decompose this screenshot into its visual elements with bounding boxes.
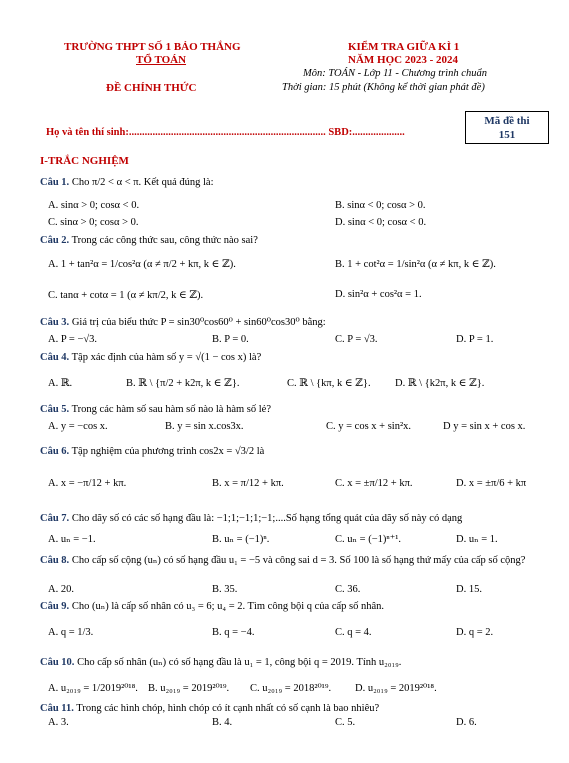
time-line: Thời gian: 15 phút (Không kể thời gian phát đề) <box>282 82 485 93</box>
question-7 <box>40 513 462 524</box>
question-3 <box>40 316 326 328</box>
question-label: Câu 3. <box>40 317 70 328</box>
q11-option-d[interactable]: D. 6. <box>456 717 477 728</box>
q2-option-b[interactable]: B. 1 + cot²α = 1/sin²α (α ≠ kπ, k ∈ ℤ). <box>335 259 496 270</box>
q1-option-a[interactable]: A. sinα > 0; cosα < 0. <box>48 200 140 211</box>
question-stem: Cho cấp số cộng (uₙ) có số hạng đầu u₁ = −5 và công sai d = 3. Số 100 là số hạng thứ mấy của cấp số cộng? <box>71 555 526 566</box>
question-5 <box>40 404 271 415</box>
department-name: TỔ TOÁN <box>136 54 187 66</box>
question-2 <box>40 235 258 246</box>
q3-option-b[interactable]: B. P = 0. <box>212 334 249 345</box>
q7-option-c[interactable]: C. uₙ = (−1)ⁿ⁺¹. <box>335 534 402 545</box>
exam-code-label: Mã đề thi <box>484 115 530 127</box>
question-8 <box>40 553 540 569</box>
question-stem: Trong các công thức sau, công thức nào sai? <box>71 235 258 246</box>
q3-option-c[interactable]: C. P = √3. <box>335 334 378 345</box>
q8-option-a[interactable]: A. 20. <box>48 584 74 595</box>
question-label: Câu 9. <box>40 601 70 612</box>
question-stem: Tập nghiệm của phương trình cos2x = √3/2 là <box>71 446 265 457</box>
school-year: NĂM HỌC 2023 - 2024 <box>348 54 458 66</box>
q8-option-d[interactable]: D. 15. <box>456 584 482 595</box>
q9-option-d[interactable]: D. q = 2. <box>456 627 494 638</box>
q2-option-c[interactable]: C. tanα + cotα = 1 (α ≠ kπ/2, k ∈ ℤ). <box>48 290 204 301</box>
exam-code-value: 151 <box>498 129 516 141</box>
q10-option-a[interactable]: A. u₂₀₁₉ = 1/2019²⁰¹⁸. <box>48 683 138 694</box>
q6-option-b[interactable]: B. x = π/12 + kπ. <box>212 478 284 489</box>
question-label: Câu 8. <box>40 555 70 566</box>
q4-option-c[interactable]: C. ℝ \ {kπ, k ∈ ℤ}. <box>287 378 371 389</box>
q7-option-d[interactable]: D. uₙ = 1. <box>456 534 498 545</box>
subject-line: Môn: TOÁN - Lớp 11 - Chương trình chuẩn <box>303 68 487 79</box>
question-label: Câu 6. <box>40 446 70 457</box>
q8-option-c[interactable]: C. 36. <box>335 584 361 595</box>
q5-option-c[interactable]: C. y = cos x + sin²x. <box>326 421 411 432</box>
q4-option-d[interactable]: D. ℝ \ {k2π, k ∈ ℤ}. <box>395 378 485 389</box>
q3-option-a[interactable]: A. P = −√3. <box>48 334 98 345</box>
question-stem: Cho (uₙ) là cấp số nhân có u₃ = 6; u₄ = 2. Tìm công bội q của cấp số nhân. <box>71 601 385 612</box>
q7-option-b[interactable]: B. uₙ = (−1)ⁿ. <box>212 534 270 545</box>
q6-option-d[interactable]: D. x = ±π/6 + kπ <box>456 478 527 489</box>
q11-option-c[interactable]: C. 5. <box>335 717 356 728</box>
q2-option-d[interactable]: D. sin²α + cos²α = 1. <box>335 289 422 300</box>
question-stem: Cho cấp số nhân (uₙ) có số hạng đầu là u₁ = 1, công bội q = 2019. Tính u₂₀₁₉. <box>77 657 402 668</box>
q8-option-b[interactable]: B. 35. <box>212 584 238 595</box>
q3-option-d[interactable]: D. P = 1. <box>456 334 494 345</box>
official-label: ĐỀ CHÍNH THỨC <box>106 82 197 94</box>
question-11 <box>40 703 379 714</box>
q1-option-c[interactable]: C. sinα > 0; cosα > 0. <box>48 217 139 228</box>
q2-option-a[interactable]: A. 1 + tan²α = 1/cos²α (α ≠ π/2 + kπ, k ∈ ℤ). <box>48 259 236 270</box>
q11-option-a[interactable]: A. 3. <box>48 717 69 728</box>
q9-option-c[interactable]: C. q = 4. <box>335 627 372 638</box>
q5-option-d[interactable]: D y = sin x + cos x. <box>443 421 526 432</box>
question-stem: Trong các hàm số sau hàm số nào là hàm số lẻ? <box>71 404 271 415</box>
question-stem: Giá trị của biểu thức P = sin30⁰cos60⁰ + sin60⁰cos30⁰ bằng: <box>71 317 326 328</box>
question-6 <box>40 446 264 457</box>
q4-option-b[interactable]: B. ℝ \ {π/2 + k2π, k ∈ ℤ}. <box>126 378 240 389</box>
q10-option-b[interactable]: B. u₂₀₁₉ = 2019²⁰¹⁹. <box>148 683 230 694</box>
question-label: Câu 7. <box>40 513 70 524</box>
question-label: Câu 1. <box>40 177 70 188</box>
question-label: Câu 5. <box>40 404 70 415</box>
q7-option-a[interactable]: A. uₙ = −1. <box>48 534 96 545</box>
q5-option-b[interactable]: B. y = sin x.cos3x. <box>165 421 244 432</box>
question-stem: Cho π/2 < α < π. Kết quả đúng là: <box>71 177 214 188</box>
question-label: Câu 11. <box>40 703 74 714</box>
q6-option-c[interactable]: C. x = ±π/12 + kπ. <box>335 478 413 489</box>
q11-option-b[interactable]: B. 4. <box>212 717 233 728</box>
question-stem: Trong các hình chóp, hình chóp có ít cạnh nhất có số cạnh là bao nhiêu? <box>76 703 380 714</box>
q10-option-d[interactable]: D. u₂₀₁₉ = 2019²⁰¹⁸. <box>355 683 437 694</box>
q9-option-a[interactable]: A. q = 1/3. <box>48 627 94 638</box>
question-stem: Cho dãy số có các số hạng đầu là: −1;1;−1;1;−1;....Số hạng tổng quát của dãy số này có dạng <box>71 513 463 524</box>
question-stem: Tập xác định của hàm số y = √(1 − cos x) là? <box>71 352 262 363</box>
q6-option-a[interactable]: A. x = −π/12 + kπ. <box>48 478 127 489</box>
q1-option-b[interactable]: B. sinα < 0; cosα > 0. <box>335 200 426 211</box>
q4-option-a[interactable]: A. ℝ. <box>48 378 73 389</box>
q5-option-a[interactable]: A. y = −cos x. <box>48 421 108 432</box>
question-label: Câu 4. <box>40 352 70 363</box>
student-info-line: Họ và tên thí sinh:........................................................................... SBD:.................... <box>46 127 405 138</box>
question-label: Câu 2. <box>40 235 70 246</box>
exam-code-box <box>465 111 549 144</box>
exam-title: KIỂM TRA GIỮA KÌ 1 <box>348 41 460 53</box>
q1-option-d[interactable]: D. sinα < 0; cosα < 0. <box>335 217 427 228</box>
question-10 <box>40 656 401 668</box>
question-1 <box>40 177 214 188</box>
q9-option-b[interactable]: B. q = −4. <box>212 627 255 638</box>
question-9 <box>40 600 384 612</box>
question-4 <box>40 352 261 363</box>
question-label: Câu 10. <box>40 657 75 668</box>
section-title: I-TRẮC NGHIỆM <box>40 155 129 167</box>
school-name: TRƯỜNG THPT SỐ 1 BẢO THẮNG <box>64 41 241 53</box>
q10-option-c[interactable]: C. u₂₀₁₉ = 2018²⁰¹⁹. <box>250 683 332 694</box>
